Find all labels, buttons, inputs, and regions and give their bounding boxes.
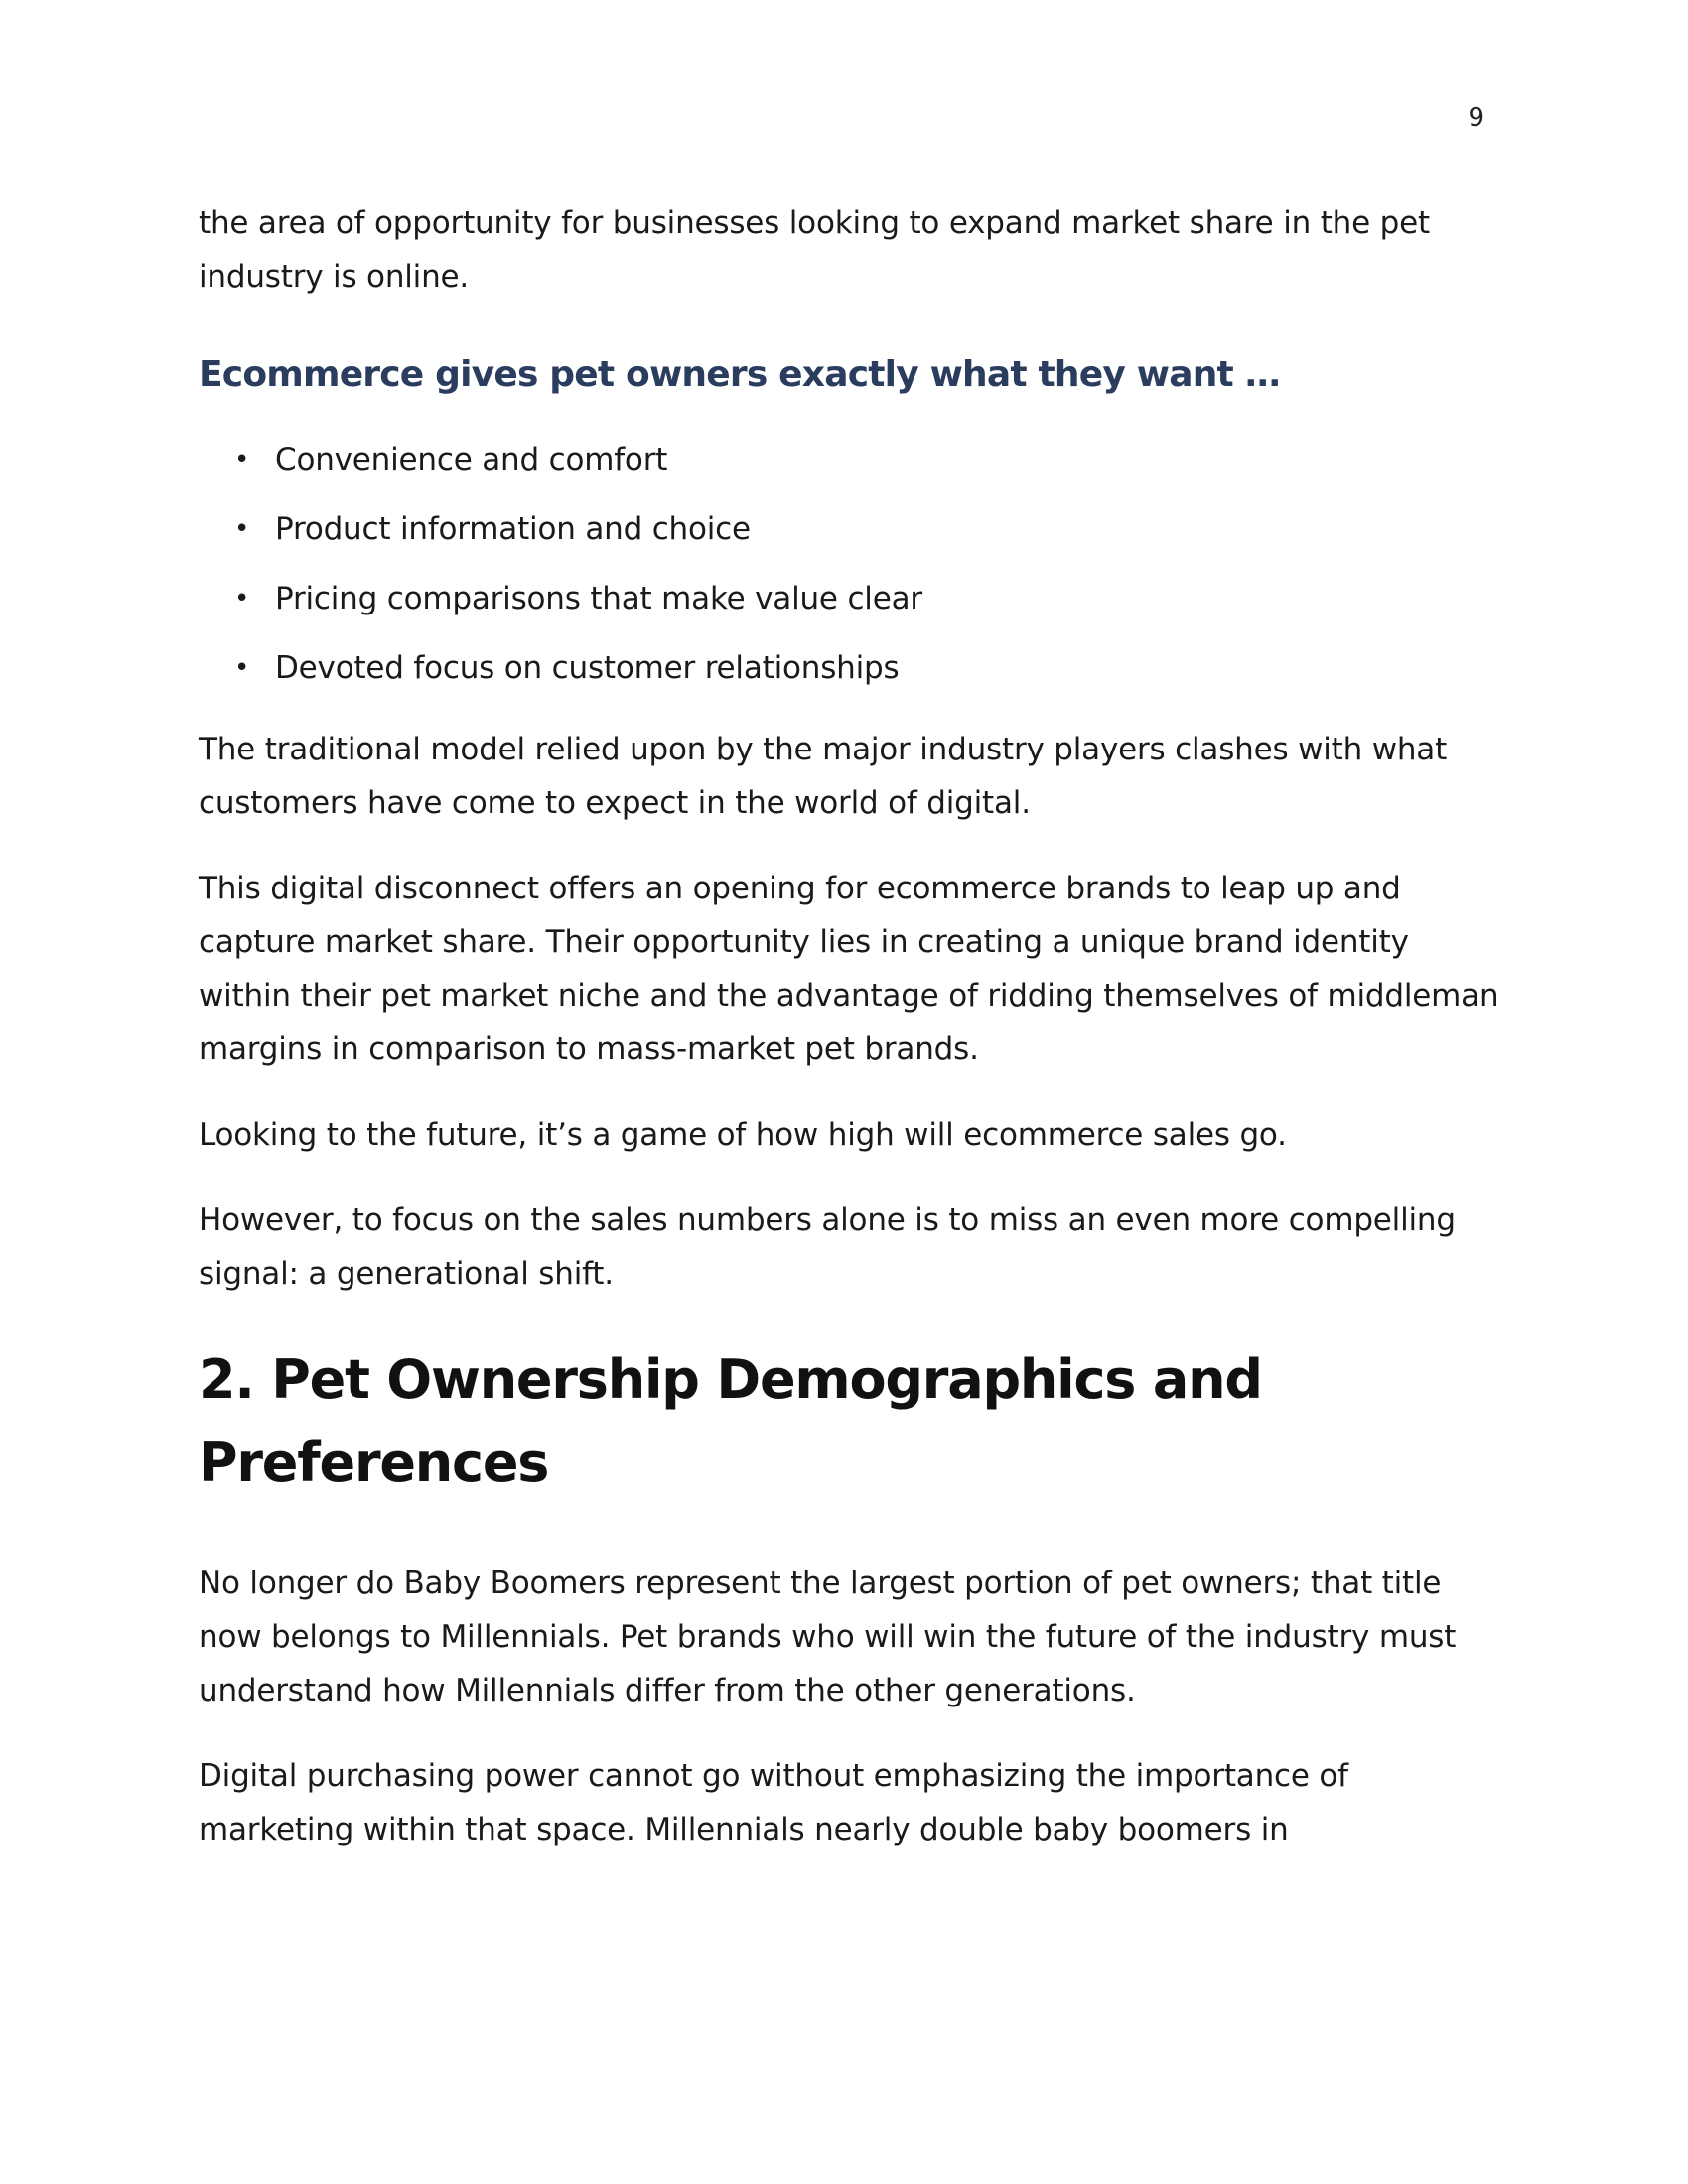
page-number: 9 (1468, 103, 1484, 133)
bullet-item (199, 502, 1499, 556)
section-heading: 2. Pet Ownership Demographics and Preferences (199, 1348, 1262, 1494)
bullet-text: Product information and choice (275, 511, 751, 547)
body-paragraph: No longer do Baby Boomers represent the largest portion of pet owners; that title now belongs to Millennials. Pet brands who will win the future of the industry must understand how Millennials differ from the other generations. (199, 1566, 1457, 1708)
body-paragraph: Looking to the future, it’s a game of how high will ecommerce sales go. (199, 1117, 1287, 1153)
bullet-dot-icon: • (234, 653, 250, 683)
bullet-text: Devoted focus on customer relationships (275, 650, 900, 686)
bullet-dot-icon: • (234, 514, 250, 544)
bullet-item (199, 572, 1499, 625)
bullet-dot-icon: • (234, 584, 250, 614)
subheading: Ecommerce gives pet owners exactly what they want … (199, 354, 1280, 395)
body-paragraph: However, to focus on the sales numbers alone is to miss an even more compelling signal: a generational shift. (199, 1202, 1456, 1292)
body-paragraph: Digital purchasing power cannot go without emphasizing the importance of marketing within that space. Millennials nearly double baby boomers in (199, 1758, 1348, 1847)
intro-paragraph: the area of opportunity for businesses looking to expand market share in the pet industry is online. (199, 205, 1430, 295)
body-paragraph: The traditional model relied upon by the major industry players clashes with what customers have come to expect in the world of digital. (199, 732, 1448, 821)
bullet-item (199, 433, 1499, 486)
bullet-text: Convenience and comfort (275, 442, 668, 478)
bullet-list (199, 433, 1499, 695)
bullet-dot-icon: • (234, 445, 250, 475)
body-paragraph: This digital disconnect offers an opening for ecommerce brands to leap up and capture market share. Their opportunity lies in creating a unique brand identity within their pet market niche and the advantage of ridding themselves of middleman margins in comparison to mass-market pet brands. (199, 871, 1499, 1067)
page-content (199, 197, 1499, 1888)
bullet-text: Pricing comparisons that make value clear (275, 581, 922, 616)
bullet-item (199, 641, 1499, 695)
